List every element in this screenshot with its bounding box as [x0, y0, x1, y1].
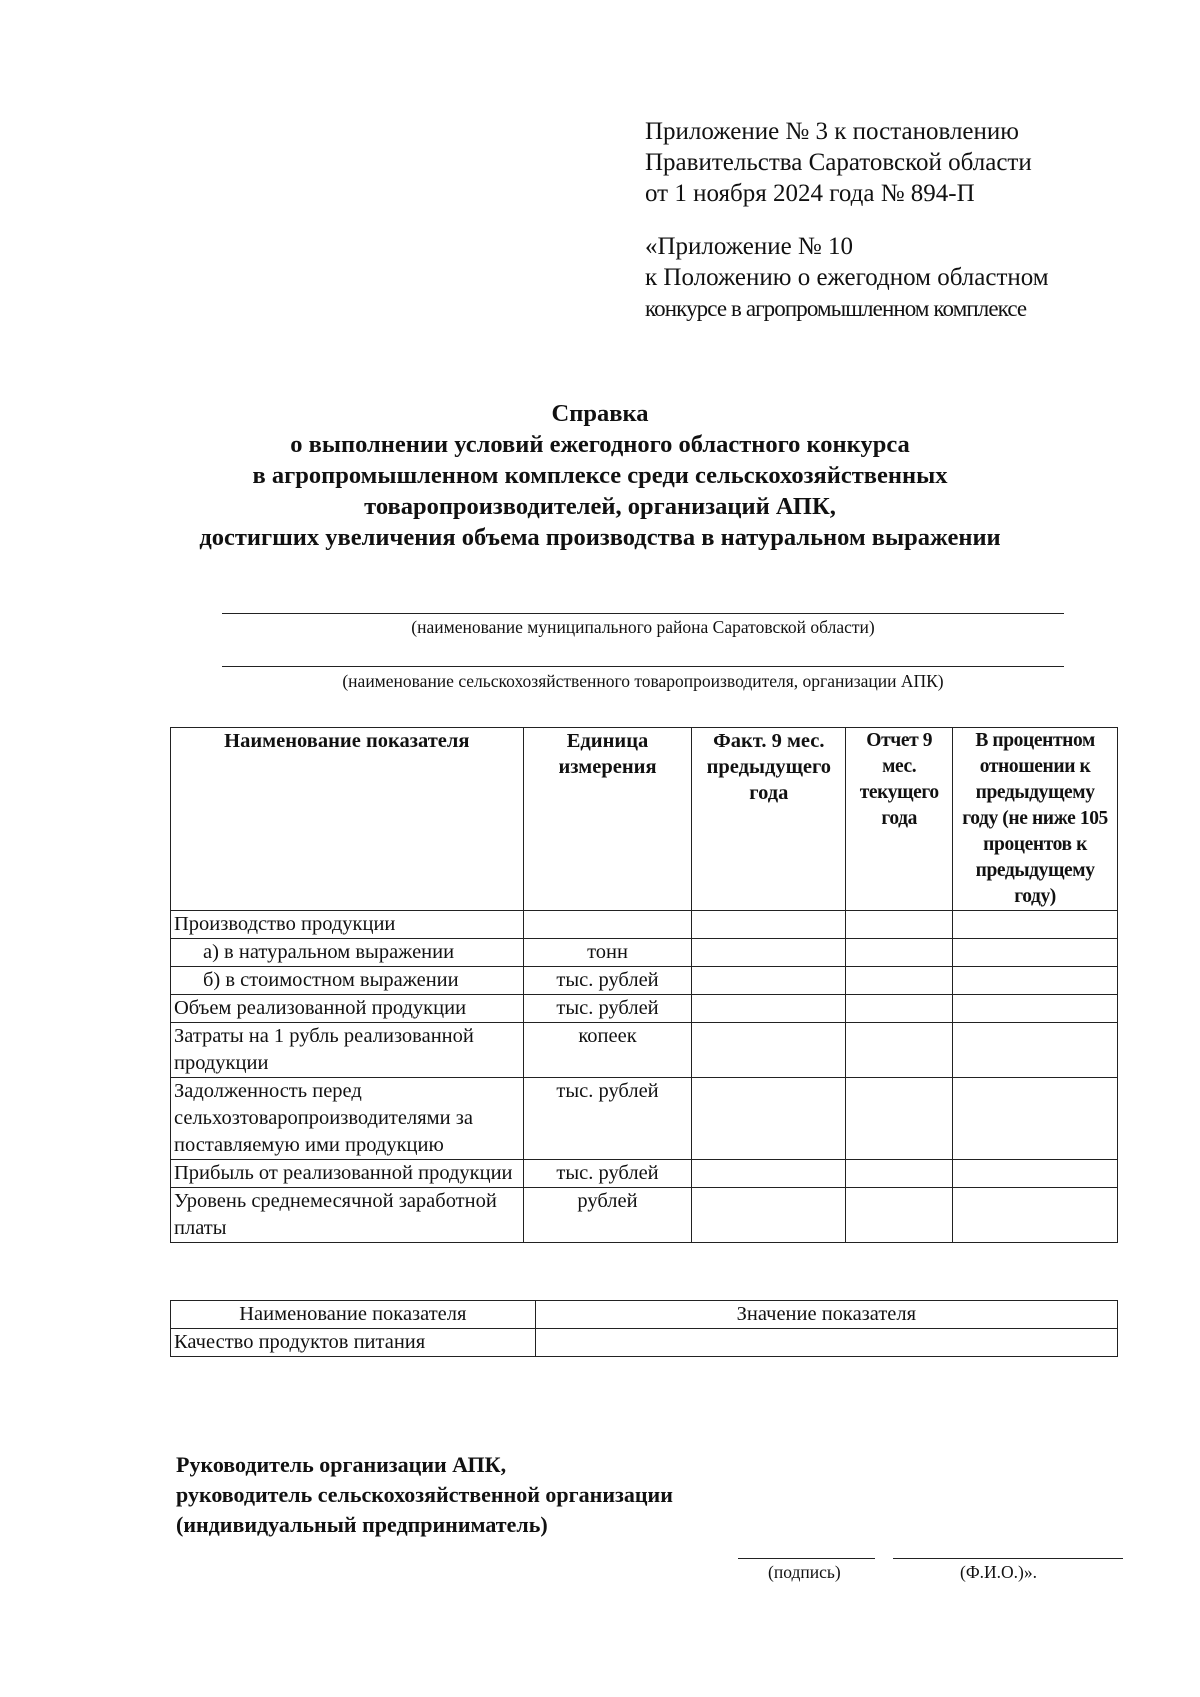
value-cell[interactable]	[692, 967, 846, 995]
row-name: б) в стоимостном выражении	[171, 967, 524, 995]
value-cell[interactable]	[846, 1023, 953, 1078]
table-header-row	[171, 728, 1118, 911]
col-header-current-year: Отчет 9 мес. текущего года	[846, 728, 953, 911]
row-name: Качество продуктов питания	[171, 1329, 536, 1357]
value-cell[interactable]	[953, 1023, 1118, 1078]
district-fill-line[interactable]	[222, 613, 1064, 614]
title-line: о выполнении условий ежегодного областного конкурса	[290, 431, 910, 458]
table-header-row	[171, 1301, 1118, 1329]
table-row	[171, 1078, 1118, 1160]
header-line: конкурсе в агропромышленном комплексе	[645, 296, 1027, 321]
value-cell[interactable]	[953, 1188, 1118, 1243]
value-cell[interactable]	[953, 1078, 1118, 1160]
table-row	[171, 1188, 1118, 1243]
value-cell[interactable]	[535, 1329, 1117, 1357]
signature-block	[176, 1450, 673, 1540]
row-name: Затраты на 1 рубль реализованной продукции	[171, 1023, 524, 1078]
value-cell[interactable]	[692, 911, 846, 939]
col-header-name: Наименование показателя	[171, 1301, 536, 1329]
header-line: Приложение № 3 к постановлению	[645, 118, 1019, 145]
indicators-table	[170, 727, 1118, 1243]
row-unit: копеек	[523, 1023, 692, 1078]
row-name: Задолженность перед сельхозтоваропроизводителями за поставляемую ими продукцию	[171, 1078, 524, 1160]
col-header-name: Наименование показателя	[171, 728, 524, 911]
signature-line: руководитель сельскохозяйственной организации	[176, 1482, 673, 1507]
value-cell[interactable]	[846, 995, 953, 1023]
col-header-unit: Единица измерения	[523, 728, 692, 911]
col-header-percent: В процентном отношении к предыдущему году (не ниже 105 процентов к предыдущему году)	[953, 728, 1118, 911]
row-name: Уровень среднемесячной заработной платы	[171, 1188, 524, 1243]
value-cell[interactable]	[692, 1188, 846, 1243]
table-row	[171, 995, 1118, 1023]
value-cell[interactable]	[953, 967, 1118, 995]
title-line: в агропромышленном комплексе среди сельскохозяйственных	[252, 462, 948, 489]
value-cell[interactable]	[692, 1078, 846, 1160]
signature-fill-line[interactable]	[738, 1558, 875, 1559]
header-line: от 1 ноября 2024 года № 894-П	[645, 180, 975, 207]
row-unit: тонн	[523, 939, 692, 967]
value-cell[interactable]	[692, 939, 846, 967]
value-cell[interactable]	[953, 1160, 1118, 1188]
signature-line: Руководитель организации АПК,	[176, 1452, 507, 1477]
table-row	[171, 967, 1118, 995]
value-cell[interactable]	[846, 939, 953, 967]
value-cell[interactable]	[846, 1078, 953, 1160]
table-row	[171, 939, 1118, 967]
quality-table	[170, 1300, 1118, 1357]
value-cell[interactable]	[846, 911, 953, 939]
value-cell[interactable]	[846, 1188, 953, 1243]
sign-caption: (подпись)	[768, 1562, 841, 1582]
header-line: Правительства Саратовской области	[645, 149, 1032, 176]
value-cell[interactable]	[953, 939, 1118, 967]
appendix-header	[645, 116, 1165, 324]
col-header-prev-year: Факт. 9 мес. предыдущего года	[692, 728, 846, 911]
value-cell[interactable]	[953, 995, 1118, 1023]
row-name: Производство продукции	[171, 911, 524, 939]
value-cell[interactable]	[692, 1160, 846, 1188]
row-name: Объем реализованной продукции	[171, 995, 524, 1023]
row-name: а) в натуральном выражении	[171, 939, 524, 967]
name-fill-line[interactable]	[893, 1558, 1123, 1559]
name-caption: (Ф.И.О.)».	[960, 1562, 1038, 1582]
row-unit: тыс. рублей	[523, 1078, 692, 1160]
row-unit: рублей	[523, 1188, 692, 1243]
value-cell[interactable]	[692, 1023, 846, 1078]
row-unit	[523, 911, 692, 939]
producer-fill-line[interactable]	[222, 666, 1064, 667]
table-row	[171, 1023, 1118, 1078]
title-line: товаропроизводителей, организаций АПК,	[364, 493, 836, 520]
producer-caption: (наименование сельскохозяйственного товаропроизводителя, организации АПК)	[342, 671, 944, 691]
table-row	[171, 1329, 1118, 1357]
table-row	[171, 1160, 1118, 1188]
value-cell[interactable]	[953, 911, 1118, 939]
document-title	[0, 398, 1200, 553]
col-header-value: Значение показателя	[535, 1301, 1117, 1329]
value-cell[interactable]	[692, 995, 846, 1023]
title-line: достигших увеличения объема производства в натуральном выражении	[199, 524, 1001, 551]
signature-line: (индивидуальный предприниматель)	[176, 1512, 548, 1537]
value-cell[interactable]	[846, 967, 953, 995]
row-unit: тыс. рублей	[523, 995, 692, 1023]
row-unit: тыс. рублей	[523, 1160, 692, 1188]
row-unit: тыс. рублей	[523, 967, 692, 995]
row-name: Прибыль от реализованной продукции	[171, 1160, 524, 1188]
district-caption: (наименование муниципального района Саратовской области)	[411, 617, 875, 637]
header-line: к Положению о ежегодном областном	[645, 264, 1049, 291]
title-line: Справка	[551, 400, 649, 427]
header-line: «Приложение № 10	[645, 233, 854, 260]
table-row	[171, 911, 1118, 939]
value-cell[interactable]	[846, 1160, 953, 1188]
